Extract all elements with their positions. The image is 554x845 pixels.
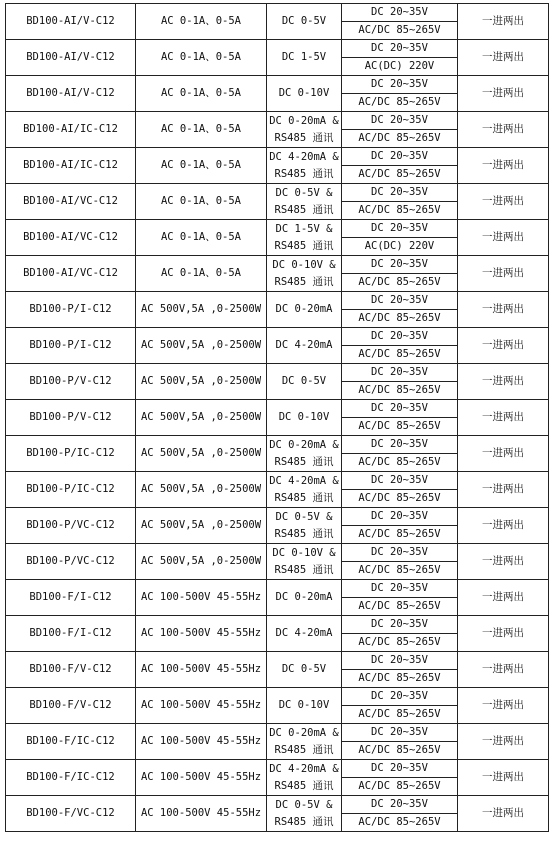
- table-row: [6, 580, 549, 598]
- table-row: [6, 112, 549, 130]
- power-supply-cell: AC/DC 85~265V: [342, 130, 458, 148]
- output-line: DC 0-10V: [278, 699, 330, 711]
- output-cell: [267, 436, 342, 472]
- table-row: [6, 508, 549, 526]
- power-supply-cell: DC 20~35V: [342, 328, 458, 346]
- table-row: [6, 544, 549, 562]
- io-type-cell: 一进两出: [458, 220, 549, 256]
- io-type-cell: 一进两出: [458, 652, 549, 688]
- power-supply-cell: AC/DC 85~265V: [342, 202, 458, 220]
- input-cell: AC 0-1A、0-5A: [136, 40, 267, 76]
- input-cell: AC 0-1A、0-5A: [136, 184, 267, 220]
- power-supply-cell: AC/DC 85~265V: [342, 418, 458, 436]
- input-cell: AC 100-500V 45-55Hz: [136, 724, 267, 760]
- output-cell: [267, 724, 342, 760]
- power-supply-cell: DC 20~35V: [342, 544, 458, 562]
- io-type-cell: 一进两出: [458, 616, 549, 652]
- power-supply-cell: DC 20~35V: [342, 364, 458, 382]
- power-supply-cell: AC/DC 85~265V: [342, 814, 458, 832]
- model-cell: BD100-AI/VC-C12: [6, 184, 136, 220]
- input-cell: AC 500V,5A ,0-2500W: [136, 436, 267, 472]
- output-line: RS485 通讯: [274, 491, 334, 504]
- model-cell: BD100-P/VC-C12: [6, 508, 136, 544]
- io-type-cell: 一进两出: [458, 4, 549, 40]
- output-line: DC 0-20mA: [275, 303, 333, 315]
- io-type-cell: 一进两出: [458, 544, 549, 580]
- io-type-cell: 一进两出: [458, 508, 549, 544]
- model-cell: BD100-F/IC-C12: [6, 760, 136, 796]
- table-row: [6, 364, 549, 382]
- input-cell: AC 100-500V 45-55Hz: [136, 688, 267, 724]
- io-type-cell: 一进两出: [458, 580, 549, 616]
- output-line: DC 1-5V: [281, 51, 327, 63]
- output-cell: [267, 364, 342, 400]
- output-cell: [267, 760, 342, 796]
- power-supply-cell: DC 20~35V: [342, 508, 458, 526]
- output-cell: [267, 400, 342, 436]
- output-line: DC 1-5V &: [275, 222, 333, 235]
- table-row: [6, 76, 549, 94]
- output-cell: [267, 292, 342, 328]
- power-supply-cell: AC/DC 85~265V: [342, 526, 458, 544]
- power-supply-cell: DC 20~35V: [342, 472, 458, 490]
- power-supply-cell: AC/DC 85~265V: [342, 598, 458, 616]
- output-line: DC 4-20mA: [275, 339, 333, 351]
- io-type-cell: 一进两出: [458, 724, 549, 760]
- output-line: DC 0-20mA: [275, 591, 333, 603]
- power-supply-cell: DC 20~35V: [342, 112, 458, 130]
- model-cell: BD100-P/V-C12: [6, 364, 136, 400]
- output-line: DC 0-20mA &: [269, 726, 339, 739]
- model-cell: BD100-P/IC-C12: [6, 472, 136, 508]
- output-cell: [267, 220, 342, 256]
- output-line: RS485 通讯: [274, 203, 334, 216]
- model-cell: BD100-P/I-C12: [6, 292, 136, 328]
- input-cell: AC 0-1A、0-5A: [136, 220, 267, 256]
- output-line: RS485 通讯: [274, 815, 334, 828]
- output-line: DC 4-20mA &: [269, 474, 339, 487]
- input-cell: AC 0-1A、0-5A: [136, 112, 267, 148]
- io-type-cell: 一进两出: [458, 112, 549, 148]
- power-supply-cell: DC 20~35V: [342, 4, 458, 22]
- output-cell: [267, 580, 342, 616]
- table-row: [6, 724, 549, 742]
- output-line: RS485 通讯: [274, 167, 334, 180]
- output-cell: [267, 112, 342, 148]
- power-supply-cell: DC 20~35V: [342, 796, 458, 814]
- power-supply-cell: AC/DC 85~265V: [342, 634, 458, 652]
- input-cell: AC 100-500V 45-55Hz: [136, 616, 267, 652]
- power-supply-cell: DC 20~35V: [342, 76, 458, 94]
- power-supply-cell: AC/DC 85~265V: [342, 274, 458, 292]
- output-line: DC 0-5V: [281, 375, 327, 387]
- output-line: DC 0-5V: [281, 663, 327, 675]
- input-cell: AC 500V,5A ,0-2500W: [136, 508, 267, 544]
- table-row: [6, 688, 549, 706]
- model-cell: BD100-AI/VC-C12: [6, 220, 136, 256]
- spec-table-body: [6, 4, 549, 832]
- model-cell: BD100-P/IC-C12: [6, 436, 136, 472]
- input-cell: AC 100-500V 45-55Hz: [136, 796, 267, 832]
- input-cell: AC 0-1A、0-5A: [136, 4, 267, 40]
- power-supply-cell: AC/DC 85~265V: [342, 94, 458, 112]
- power-supply-cell: DC 20~35V: [342, 40, 458, 58]
- model-cell: BD100-F/IC-C12: [6, 724, 136, 760]
- table-row: [6, 4, 549, 22]
- input-cell: AC 500V,5A ,0-2500W: [136, 544, 267, 580]
- output-line: RS485 通讯: [274, 275, 334, 288]
- output-cell: [267, 148, 342, 184]
- power-supply-cell: AC/DC 85~265V: [342, 382, 458, 400]
- power-supply-cell: DC 20~35V: [342, 148, 458, 166]
- model-cell: BD100-F/V-C12: [6, 688, 136, 724]
- output-line: DC 4-20mA &: [269, 150, 339, 163]
- output-cell: [267, 688, 342, 724]
- input-cell: AC 500V,5A ,0-2500W: [136, 328, 267, 364]
- model-cell: BD100-AI/IC-C12: [6, 112, 136, 148]
- model-cell: BD100-P/VC-C12: [6, 544, 136, 580]
- output-line: DC 0-20mA &: [269, 438, 339, 451]
- output-cell: [267, 508, 342, 544]
- power-supply-cell: DC 20~35V: [342, 724, 458, 742]
- io-type-cell: 一进两出: [458, 472, 549, 508]
- power-supply-cell: DC 20~35V: [342, 220, 458, 238]
- io-type-cell: 一进两出: [458, 796, 549, 832]
- io-type-cell: 一进两出: [458, 688, 549, 724]
- table-row: [6, 328, 549, 346]
- table-row: [6, 796, 549, 814]
- model-cell: BD100-P/I-C12: [6, 328, 136, 364]
- power-supply-cell: AC(DC) 220V: [342, 238, 458, 256]
- input-cell: AC 500V,5A ,0-2500W: [136, 292, 267, 328]
- input-cell: AC 500V,5A ,0-2500W: [136, 364, 267, 400]
- output-cell: [267, 40, 342, 76]
- io-type-cell: 一进两出: [458, 328, 549, 364]
- power-supply-cell: AC/DC 85~265V: [342, 706, 458, 724]
- model-cell: BD100-AI/V-C12: [6, 76, 136, 112]
- power-supply-cell: AC/DC 85~265V: [342, 22, 458, 40]
- io-type-cell: 一进两出: [458, 760, 549, 796]
- table-row: [6, 220, 549, 238]
- output-cell: [267, 472, 342, 508]
- output-line: RS485 通讯: [274, 455, 334, 468]
- input-cell: AC 0-1A、0-5A: [136, 256, 267, 292]
- output-cell: [267, 76, 342, 112]
- power-supply-cell: DC 20~35V: [342, 688, 458, 706]
- output-line: DC 0-10V: [278, 87, 330, 99]
- product-spec-table: [5, 3, 549, 832]
- model-cell: BD100-P/V-C12: [6, 400, 136, 436]
- model-cell: BD100-F/VC-C12: [6, 796, 136, 832]
- power-supply-cell: AC/DC 85~265V: [342, 742, 458, 760]
- io-type-cell: 一进两出: [458, 400, 549, 436]
- input-cell: AC 500V,5A ,0-2500W: [136, 472, 267, 508]
- output-cell: [267, 184, 342, 220]
- output-line: DC 0-20mA &: [269, 114, 339, 127]
- output-line: RS485 通讯: [274, 131, 334, 144]
- output-cell: [267, 616, 342, 652]
- output-cell: [267, 4, 342, 40]
- table-row: [6, 652, 549, 670]
- output-line: RS485 通讯: [274, 563, 334, 576]
- power-supply-cell: DC 20~35V: [342, 580, 458, 598]
- power-supply-cell: DC 20~35V: [342, 760, 458, 778]
- power-supply-cell: AC/DC 85~265V: [342, 346, 458, 364]
- power-supply-cell: AC(DC) 220V: [342, 58, 458, 76]
- model-cell: BD100-F/I-C12: [6, 580, 136, 616]
- io-type-cell: 一进两出: [458, 184, 549, 220]
- power-supply-cell: AC/DC 85~265V: [342, 778, 458, 796]
- model-cell: BD100-F/I-C12: [6, 616, 136, 652]
- io-type-cell: 一进两出: [458, 436, 549, 472]
- input-cell: AC 0-1A、0-5A: [136, 148, 267, 184]
- model-cell: BD100-AI/V-C12: [6, 40, 136, 76]
- io-type-cell: 一进两出: [458, 364, 549, 400]
- output-line: DC 4-20mA &: [269, 762, 339, 775]
- power-supply-cell: DC 20~35V: [342, 184, 458, 202]
- model-cell: BD100-AI/VC-C12: [6, 256, 136, 292]
- table-row: [6, 760, 549, 778]
- io-type-cell: 一进两出: [458, 76, 549, 112]
- output-line: DC 0-5V &: [275, 186, 333, 199]
- table-row: [6, 184, 549, 202]
- output-line: DC 0-5V: [281, 15, 327, 27]
- output-line: DC 0-5V &: [275, 510, 333, 523]
- output-cell: [267, 256, 342, 292]
- table-row: [6, 148, 549, 166]
- power-supply-cell: DC 20~35V: [342, 292, 458, 310]
- output-line: DC 0-10V &: [272, 546, 336, 559]
- power-supply-cell: AC/DC 85~265V: [342, 670, 458, 688]
- output-cell: [267, 544, 342, 580]
- table-row: [6, 472, 549, 490]
- output-line: RS485 通讯: [274, 779, 334, 792]
- input-cell: AC 100-500V 45-55Hz: [136, 652, 267, 688]
- input-cell: AC 500V,5A ,0-2500W: [136, 400, 267, 436]
- power-supply-cell: DC 20~35V: [342, 256, 458, 274]
- output-cell: [267, 652, 342, 688]
- io-type-cell: 一进两出: [458, 256, 549, 292]
- output-line: DC 0-5V &: [275, 798, 333, 811]
- power-supply-cell: AC/DC 85~265V: [342, 310, 458, 328]
- table-row: [6, 400, 549, 418]
- model-cell: BD100-AI/IC-C12: [6, 148, 136, 184]
- power-supply-cell: DC 20~35V: [342, 652, 458, 670]
- io-type-cell: 一进两出: [458, 292, 549, 328]
- table-row: [6, 292, 549, 310]
- power-supply-cell: DC 20~35V: [342, 400, 458, 418]
- input-cell: AC 100-500V 45-55Hz: [136, 760, 267, 796]
- io-type-cell: 一进两出: [458, 148, 549, 184]
- model-cell: BD100-F/V-C12: [6, 652, 136, 688]
- table-row: [6, 436, 549, 454]
- input-cell: AC 100-500V 45-55Hz: [136, 580, 267, 616]
- io-type-cell: 一进两出: [458, 40, 549, 76]
- table-row: [6, 256, 549, 274]
- model-cell: BD100-AI/V-C12: [6, 4, 136, 40]
- table-row: [6, 616, 549, 634]
- output-cell: [267, 796, 342, 832]
- power-supply-cell: DC 20~35V: [342, 616, 458, 634]
- power-supply-cell: AC/DC 85~265V: [342, 166, 458, 184]
- table-row: [6, 40, 549, 58]
- output-line: RS485 通讯: [274, 239, 334, 252]
- power-supply-cell: DC 20~35V: [342, 436, 458, 454]
- output-cell: [267, 328, 342, 364]
- input-cell: AC 0-1A、0-5A: [136, 76, 267, 112]
- output-line: RS485 通讯: [274, 527, 334, 540]
- output-line: DC 0-10V &: [272, 258, 336, 271]
- power-supply-cell: AC/DC 85~265V: [342, 490, 458, 508]
- output-line: DC 4-20mA: [275, 627, 333, 639]
- output-line: DC 0-10V: [278, 411, 330, 423]
- power-supply-cell: AC/DC 85~265V: [342, 454, 458, 472]
- output-line: RS485 通讯: [274, 743, 334, 756]
- power-supply-cell: AC/DC 85~265V: [342, 562, 458, 580]
